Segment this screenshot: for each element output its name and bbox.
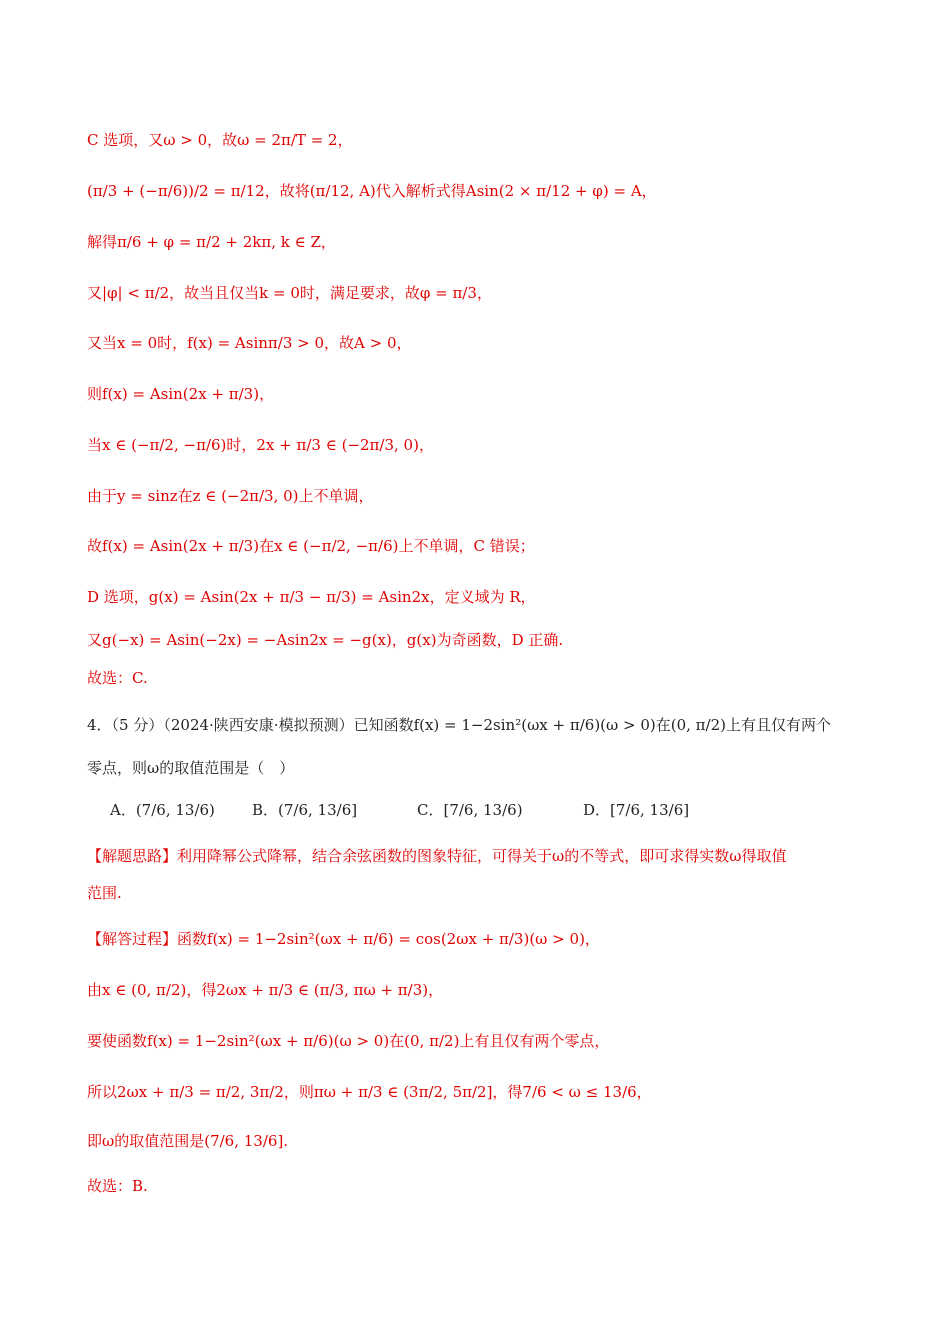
solution3-line-2: (π/3 + (−π/6))/2 = π/12，故将(π/12, A)代入解析式得Asin(2 × π/12 + φ) = A， <box>87 182 657 200</box>
option-a: A．(7/6, 13/6) <box>110 801 215 819</box>
solution4-process-line-1: 【解答过程】函数f(x) = 1−2sin²(ωx + π/6) = cos(2ωx + π/3)(ω > 0)， <box>87 930 600 948</box>
question4-stem-line1: 4．（5 分）（2024·陕西安康·模拟预测）已知函数f(x) = 1−2sin²(ωx + π/6)(ω > 0)在(0, π/2)上有且仅有两个 <box>87 716 831 734</box>
solution4-answer: 故选：B. <box>87 1177 148 1195</box>
solution3-line-4: 又|φ| < π/2，故当且仅当k = 0时，满足要求，故φ = π/3， <box>87 284 492 302</box>
option-b: B．(7/6, 13/6] <box>252 801 358 819</box>
solution4-idea-line1: 【解题思路】利用降幂公式降幂，结合余弦函数的图象特征，可得关于ω的不等式，即可求得实数ω得取值 <box>87 847 787 865</box>
question4-stem-line2: 零点，则ω的取值范围是（ ） <box>87 759 295 777</box>
option-c: C．[7/6, 13/6) <box>417 801 523 819</box>
solution4-process-line-4: 所以2ωx + π/3 = π/2, 3π/2，则πω + π/3 ∈ (3π/2, 5π/2]，得7/6 < ω ≤ 13/6， <box>87 1083 652 1101</box>
solution3-line-1: C 选项，又ω > 0，故ω = 2π/T = 2， <box>87 131 353 149</box>
solution3-line-8: 由于y = sinz在z ∈ (−2π/3, 0)上不单调， <box>87 487 374 505</box>
solution4-process-line-3: 要使函数f(x) = 1−2sin²(ωx + π/6)(ω > 0)在(0, π/2)上有且仅有两个零点， <box>87 1032 610 1050</box>
solution3-line-6: 则f(x) = Asin(2x + π/3)， <box>87 385 275 403</box>
solution4-idea-line2: 范围. <box>87 884 122 902</box>
solution3-line-3: 解得π/6 + φ = π/2 + 2kπ, k ∈ Z， <box>87 233 336 251</box>
solution4-process-line-2: 由x ∈ (0, π/2)，得2ωx + π/3 ∈ (π/3, πω + π/3)， <box>87 981 444 999</box>
solution3-line-9: 故f(x) = Asin(2x + π/3)在x ∈ (−π/2, −π/6)上不单调，C 错误； <box>87 537 535 555</box>
solution3-line-11: 又g(−x) = Asin(−2x) = −Asin2x = −g(x)，g(x)为奇函数，D 正确. <box>87 631 564 649</box>
solution3-line-7: 当x ∈ (−π/2, −π/6)时，2x + π/3 ∈ (−2π/3, 0)， <box>87 436 434 454</box>
question4-options <box>0 795 950 825</box>
solution4-process-line-5: 即ω的取值范围是(7/6, 13/6]. <box>87 1132 289 1150</box>
solution3-line-10: D 选项，g(x) = Asin(2x + π/3 − π/3) = Asin2x，定义域为 R， <box>87 588 536 606</box>
option-d: D．[7/6, 13/6] <box>583 801 690 819</box>
solution3-answer: 故选：C. <box>87 669 148 687</box>
solution3-line-5: 又当x = 0时，f(x) = Asinπ/3 > 0，故A > 0， <box>87 334 412 352</box>
